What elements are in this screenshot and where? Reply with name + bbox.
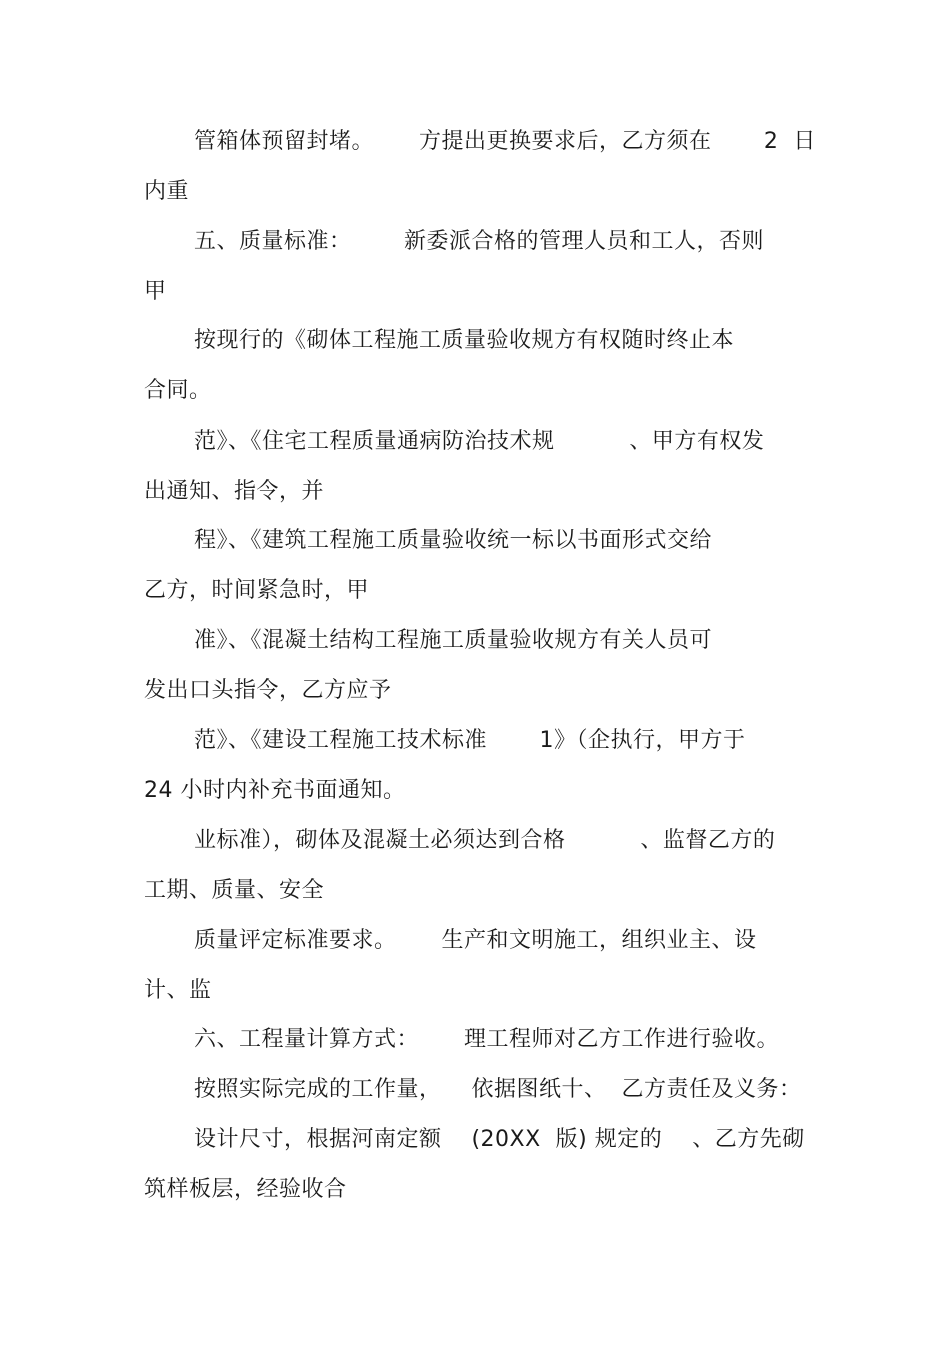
- text-line: 范》、《住宅工程质量通病防治技术规 、甲方有权发: [194, 429, 765, 454]
- text-line: 程》、《建筑工程施工质量验收统一标以书面形式交给: [194, 528, 713, 553]
- text-line: 六、工程量计算方式： 理工程师对乙方工作进行验收。: [194, 1027, 779, 1052]
- text-line: 管箱体预留封堵。 方提出更换要求后，乙方须在 2 日: [194, 129, 816, 154]
- text-line: 计、监: [144, 978, 212, 1003]
- text-line: 甲: [144, 279, 167, 304]
- text-line: 内重: [144, 179, 190, 204]
- text-line: 24 小时内补充书面通知。: [144, 778, 406, 803]
- text-line: 五、质量标准： 新委派合格的管理人员和工人，否则: [194, 229, 764, 254]
- text-line: 范》、《建设工程施工技术标准 1》（企执行，甲方于: [194, 728, 746, 753]
- text-line: 乙方，时间紧急时，甲: [144, 578, 370, 603]
- text-line: 设计尺寸，根据河南定额 (20XX 版) 规定的 、乙方先砌: [194, 1127, 805, 1152]
- text-line: 出通知、指令，并: [144, 479, 325, 504]
- text-line: 准》、《混凝土结构工程施工质量验收规方有关人员可: [194, 628, 713, 653]
- text-line: 筑样板层，经验收合: [144, 1177, 347, 1202]
- text-line: 质量评定标准要求。 生产和文明施工，组织业主、设: [194, 928, 757, 953]
- text-line: 业标准），砌体及混凝土必须达到合格 、监督乙方的: [194, 828, 776, 853]
- text-line: 按现行的《砌体工程施工质量验收规方有权随时终止本: [194, 328, 735, 353]
- text-line: 合同。: [144, 378, 212, 403]
- text-line: 发出口头指令，乙方应予: [144, 678, 392, 703]
- text-line: 工期、质量、安全: [144, 878, 325, 903]
- text-line: 按照实际完成的工作量， 依据图纸十、 乙方责任及义务：: [194, 1077, 802, 1102]
